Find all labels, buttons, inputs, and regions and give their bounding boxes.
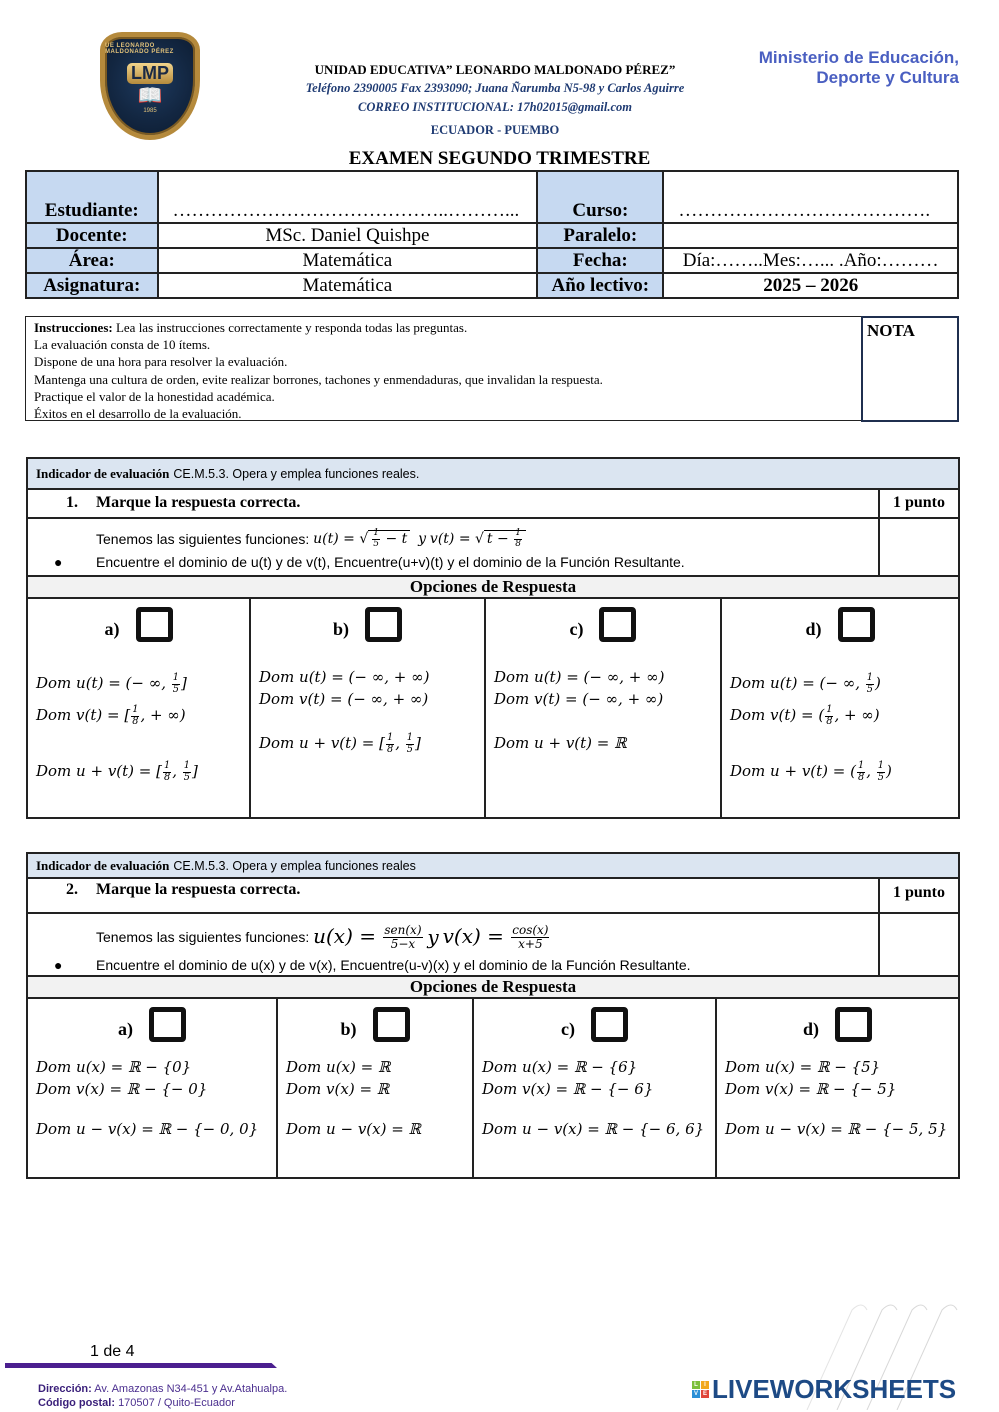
domain-result: Dom u − v(x) = ℝ − {− 0, 0} (36, 1120, 259, 1138)
domain-v: Dom v(x) = ℝ − {− 6} (482, 1080, 654, 1098)
teacher-value: MSc. Daniel Quishpe (158, 223, 538, 248)
options-header: Opciones de Respuesta (28, 977, 958, 999)
option-content (278, 1056, 472, 1140)
option-b (251, 599, 486, 817)
page-title: EXAMEN SEGUNDO TRIMESTRE (348, 148, 651, 169)
instruction-line: Dispone de una hora para resolver la evaluación. (34, 354, 288, 370)
function-connector: y (418, 531, 427, 547)
task-text: Encuentre el dominio de u(x) y de v(x), Encuentre(u-v)(x) y el dominio de la Función Resultante. (96, 957, 691, 973)
liveworksheets-wordmark: LIVEWORKSHEETS (712, 1374, 957, 1404)
domain-v: Dom v(t) = (− ∞, + ∞) (494, 690, 664, 708)
question-1 (26, 457, 960, 819)
domain-v: Dom v(t) = (− ∞, + ∞) (259, 690, 429, 708)
domain-v: Dom v(t) = [ $\frac{1}{8}$ , + ∞) (36, 704, 186, 727)
option-content (251, 666, 484, 754)
domain-u: Dom u(t) = (− ∞, + ∞) (259, 668, 430, 686)
function-connector: y (427, 925, 439, 949)
option-label-row (486, 599, 720, 642)
question-description (28, 914, 880, 975)
option-letter: c) (569, 619, 584, 639)
indicator-text: CE.M.5.3. Opera y emplea funciones reales. (173, 466, 420, 481)
school-email: CORREO INSTITUCIONAL: 17h02015@gmail.com (358, 100, 632, 114)
task-line (54, 956, 878, 974)
page-number: 1 de 4 (90, 1343, 135, 1360)
ministry-line-1: Ministerio de Educación, (758, 48, 959, 67)
instruction-line: La evaluación consta de 10 ítems. (34, 337, 211, 353)
option-letter: b) (332, 619, 349, 639)
area-value: Matemática (158, 248, 538, 273)
function-u: u(x) = $\frac{\text{sen(x)}}{5-x}$ (313, 923, 422, 951)
domain-v: Dom v(x) = ℝ − {− 5} (725, 1080, 897, 1098)
task-line (54, 553, 878, 571)
address-value: Av. Amazonas N34-451 y Av.Atahualpa. (94, 1383, 288, 1395)
evaluation-indicator (28, 459, 958, 490)
option-b-checkbox[interactable] (365, 607, 402, 642)
option-a-checkbox[interactable] (136, 607, 173, 642)
functions-line (96, 525, 878, 553)
function-u: u(t) = √ $\frac{1}{5}$ − t (313, 529, 410, 549)
student-label: Estudiante: (26, 171, 158, 223)
answer-options (28, 999, 958, 1177)
instruction-line: Éxitos en el desarrollo de la evaluación. (34, 406, 242, 422)
option-a-checkbox[interactable] (149, 1007, 186, 1042)
instruction-line: Mantenga una cultura de orden, evite realizar borrones, tachones y enmendaduras, que invalidan la respuesta. (34, 371, 603, 387)
option-a (28, 999, 278, 1177)
student-info-table (25, 170, 959, 299)
option-letter: d) (805, 619, 822, 639)
option-c-checkbox[interactable] (591, 1007, 628, 1042)
option-label-row (251, 599, 484, 642)
option-c-checkbox[interactable] (599, 607, 636, 642)
functions-intro: Tenemos las siguientes funciones: (96, 929, 310, 945)
school-name: UNIDAD EDUCATIVA” LEONARDO MALDONADO PÉREZ” (314, 62, 676, 77)
ministry-logo (759, 48, 959, 88)
option-label-row (717, 999, 958, 1042)
indicator-label: Indicador de evaluación (36, 465, 170, 481)
option-letter: b) (340, 1019, 357, 1039)
option-content (28, 672, 249, 782)
bullet-icon: ● (54, 554, 63, 570)
question-body-row (28, 914, 958, 977)
table-row (26, 171, 958, 223)
domain-u: Dom u(x) = ℝ − {5} (725, 1058, 881, 1076)
domain-result: Dom u + v(t) = ( $\frac{1}{8}$ , $\frac{1}{5}$ ) (730, 760, 892, 783)
functions-intro: Tenemos las siguientes funciones: (96, 531, 310, 547)
option-label-row (28, 999, 276, 1042)
option-d (722, 599, 958, 817)
option-d (717, 999, 958, 1177)
date-label: Fecha: (537, 248, 663, 273)
school-info (260, 62, 730, 138)
school-year-label: Año lectivo: (537, 273, 663, 298)
question-header-row (28, 490, 958, 519)
question-2 (26, 852, 960, 1179)
instructions-box (25, 316, 959, 421)
domain-v: Dom v(x) = ℝ (286, 1080, 390, 1098)
question-header-row (28, 879, 958, 914)
grade-box[interactable] (861, 316, 959, 422)
indicator-label: Indicador de evaluación (36, 857, 170, 873)
option-letter: d) (802, 1019, 819, 1039)
option-label-row (278, 999, 472, 1042)
question-body-row (28, 519, 958, 577)
options-header: Opciones de Respuesta (28, 577, 958, 599)
domain-u: Dom u(t) = (− ∞, $\frac{1}{5}$ ] (36, 672, 187, 695)
logo-year: 1985 (143, 107, 157, 114)
instruction-line: Practique el valor de la honestidad académica. (34, 388, 275, 404)
question-title-text: Marque la respuesta correcta. (96, 494, 301, 511)
domain-u: Dom u(x) = ℝ (286, 1058, 391, 1076)
option-content (486, 666, 720, 754)
domain-result: Dom u − v(x) = ℝ (286, 1120, 422, 1138)
task-text: Encuentre el dominio de u(t) y de v(t), Encuentre(u+v)(t) y el dominio de la Función Resultante. (96, 554, 685, 570)
grade-label: NOTA (867, 321, 915, 340)
option-label-row (474, 999, 715, 1042)
domain-u: Dom u(t) = (− ∞, + ∞) (494, 668, 665, 686)
option-content (717, 1056, 958, 1140)
option-c (474, 999, 717, 1177)
score-cell[interactable] (880, 914, 958, 975)
domain-result: Dom u − v(x) = ℝ − {− 5, 5} (725, 1120, 948, 1138)
domain-v: Dom v(x) = ℝ − {− 0} (36, 1080, 208, 1098)
function-v: v(t) = √ t − $\frac{1}{8}$ (430, 529, 526, 549)
domain-result: Dom u + v(t) = [ $\frac{1}{8}$ , $\frac{1}{5}$ ] (259, 732, 421, 755)
question-title (28, 879, 880, 912)
instruction-line: Lea las instrucciones correctamente y responda todas las preguntas. (115, 320, 468, 335)
teacher-label: Docente: (26, 223, 158, 248)
option-d-checkbox[interactable] (838, 607, 875, 642)
footer-divider (5, 1363, 277, 1368)
liveworksheets-brand (692, 1374, 956, 1405)
domain-u: Dom u(x) = ℝ − {6} (482, 1058, 638, 1076)
parallel-field[interactable] (663, 223, 958, 248)
parallel-label: Paralelo: (537, 223, 663, 248)
option-b (278, 999, 474, 1177)
school-location: ECUADOR - PUEMBO (430, 123, 560, 137)
question-title-text: Marque la respuesta correcta. (96, 881, 301, 898)
question-points: 1 punto (892, 494, 946, 511)
open-book-icon: 📖 (137, 84, 163, 107)
evaluation-indicator (28, 854, 958, 879)
option-label-row (722, 599, 958, 642)
course-field[interactable]: …………………………………. (663, 171, 958, 223)
logo-ring-text: UE LEONARDO MALDONADO PÉREZ (105, 43, 174, 55)
function-v: v(x) = $\frac{\cos(x)}{x+5}$ (442, 923, 549, 951)
domain-u: Dom u(x) = ℝ − {0} (36, 1058, 192, 1076)
option-label-row (28, 599, 249, 642)
domain-v: Dom v(t) = ( $\frac{1}{8}$ , + ∞) (730, 704, 880, 727)
option-content (474, 1056, 715, 1140)
question-title (28, 490, 880, 517)
domain-u: Dom u(t) = (− ∞, $\frac{1}{5}$ ) (730, 672, 881, 695)
bullet-icon: ● (54, 957, 63, 973)
score-cell[interactable] (880, 519, 958, 575)
subject-label: Asignatura: (26, 273, 158, 298)
student-field[interactable]: ……………………………………..………... (158, 171, 538, 223)
option-c (486, 599, 722, 817)
option-letter: c) (561, 1019, 575, 1039)
option-a (28, 599, 251, 817)
question-number: 2. (66, 881, 78, 898)
question-number: 1. (66, 494, 78, 511)
domain-result: Dom u + v(t) = ℝ (494, 734, 627, 752)
area-label: Área: (26, 248, 158, 273)
date-field[interactable]: Día:……..Mes:…... .Año:……… (663, 248, 958, 273)
indicator-text: CE.M.5.3. Opera y emplea funciones reales (173, 858, 416, 873)
option-letter: a) (104, 619, 120, 639)
footer-address (38, 1382, 287, 1410)
domain-result: Dom u − v(x) = ℝ − {− 6, 6} (482, 1120, 705, 1138)
functions-line (96, 918, 878, 956)
instructions-text (34, 319, 603, 422)
option-content (28, 1056, 276, 1140)
ministry-line-2: Deporte y Cultura (816, 68, 959, 87)
school-phone: Teléfono 2390005 Fax 2393090; Juana Ñarumba N5-98 y Carlos Aguirre (305, 81, 685, 95)
instructions-title: Instrucciones: (34, 320, 113, 335)
domain-result: Dom u + v(t) = [ $\frac{1}{8}$ , $\frac{1}{5}$ ] (36, 760, 198, 783)
option-d-checkbox[interactable] (835, 1007, 872, 1042)
logo-monogram: LMP (127, 63, 173, 84)
option-b-checkbox[interactable] (373, 1007, 410, 1042)
address-label: Dirección: (38, 1383, 92, 1395)
question-description (28, 519, 880, 575)
table-row (26, 273, 958, 298)
option-content (722, 672, 958, 782)
postal-label: Código postal: (38, 1397, 115, 1409)
liveworksheets-icon: L I V E (693, 1382, 707, 1397)
table-row (26, 223, 958, 248)
subject-value: Matemática (158, 273, 538, 298)
table-row (26, 248, 958, 273)
postal-value: 170507 / Quito-Ecuador (118, 1397, 235, 1409)
question-points: 1 punto (892, 884, 946, 901)
course-label: Curso: (537, 171, 663, 223)
option-letter: a) (118, 1019, 133, 1039)
answer-options (28, 599, 958, 817)
school-year-value: 2025 – 2026 (663, 273, 958, 298)
school-logo (100, 32, 200, 140)
